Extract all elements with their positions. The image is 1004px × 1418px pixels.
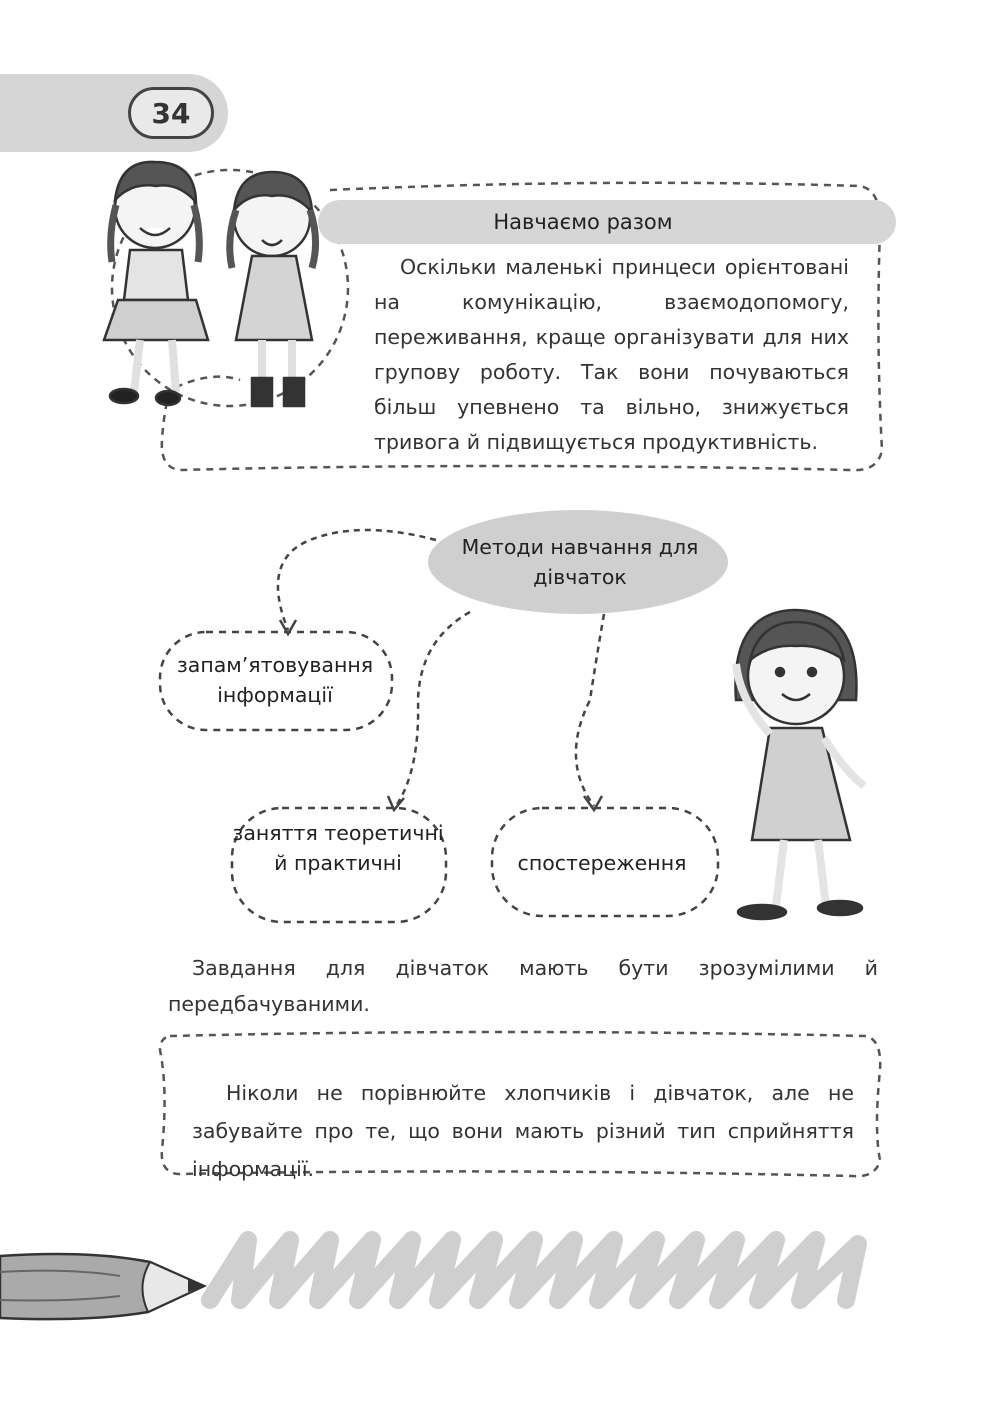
two-girls-illustration	[104, 162, 316, 406]
section-title: Навчаємо разом	[493, 210, 673, 234]
method-observe-label: спостереження	[517, 851, 687, 875]
connector-memory	[278, 530, 436, 630]
section-body-text: Оскільки маленькі принцеси орієнтовані на комунікацію, взаємодопомогу, переживання, краще організувати для них групову роботу. Так вони почуваються більш упевнено та вільно, знижується тривога й підвищується продуктивність.	[374, 255, 849, 454]
tasks-paragraph: Завдання для дівчаток мають бути зрозумілими й передбачуваними.	[168, 956, 878, 1016]
page-number: 34	[128, 87, 214, 139]
pencil-illustration	[0, 1254, 204, 1319]
connector-classes	[396, 612, 470, 806]
connector-observe	[576, 614, 604, 806]
method-classes-label: заняття теоретичні й практичні	[232, 821, 444, 875]
pencil-scribble	[210, 1240, 858, 1300]
waving-girl-illustration	[735, 610, 864, 919]
note-text: Ніколи не порівнюйте хлопчиків і дівчаток, але не забувайте про те, що вони мають різний тип сприйняття інформації.	[192, 1081, 854, 1181]
method-center-label: Методи навчання для дівчаток	[461, 535, 699, 589]
method-memory-label: запам’ятовування інформації	[176, 653, 374, 707]
